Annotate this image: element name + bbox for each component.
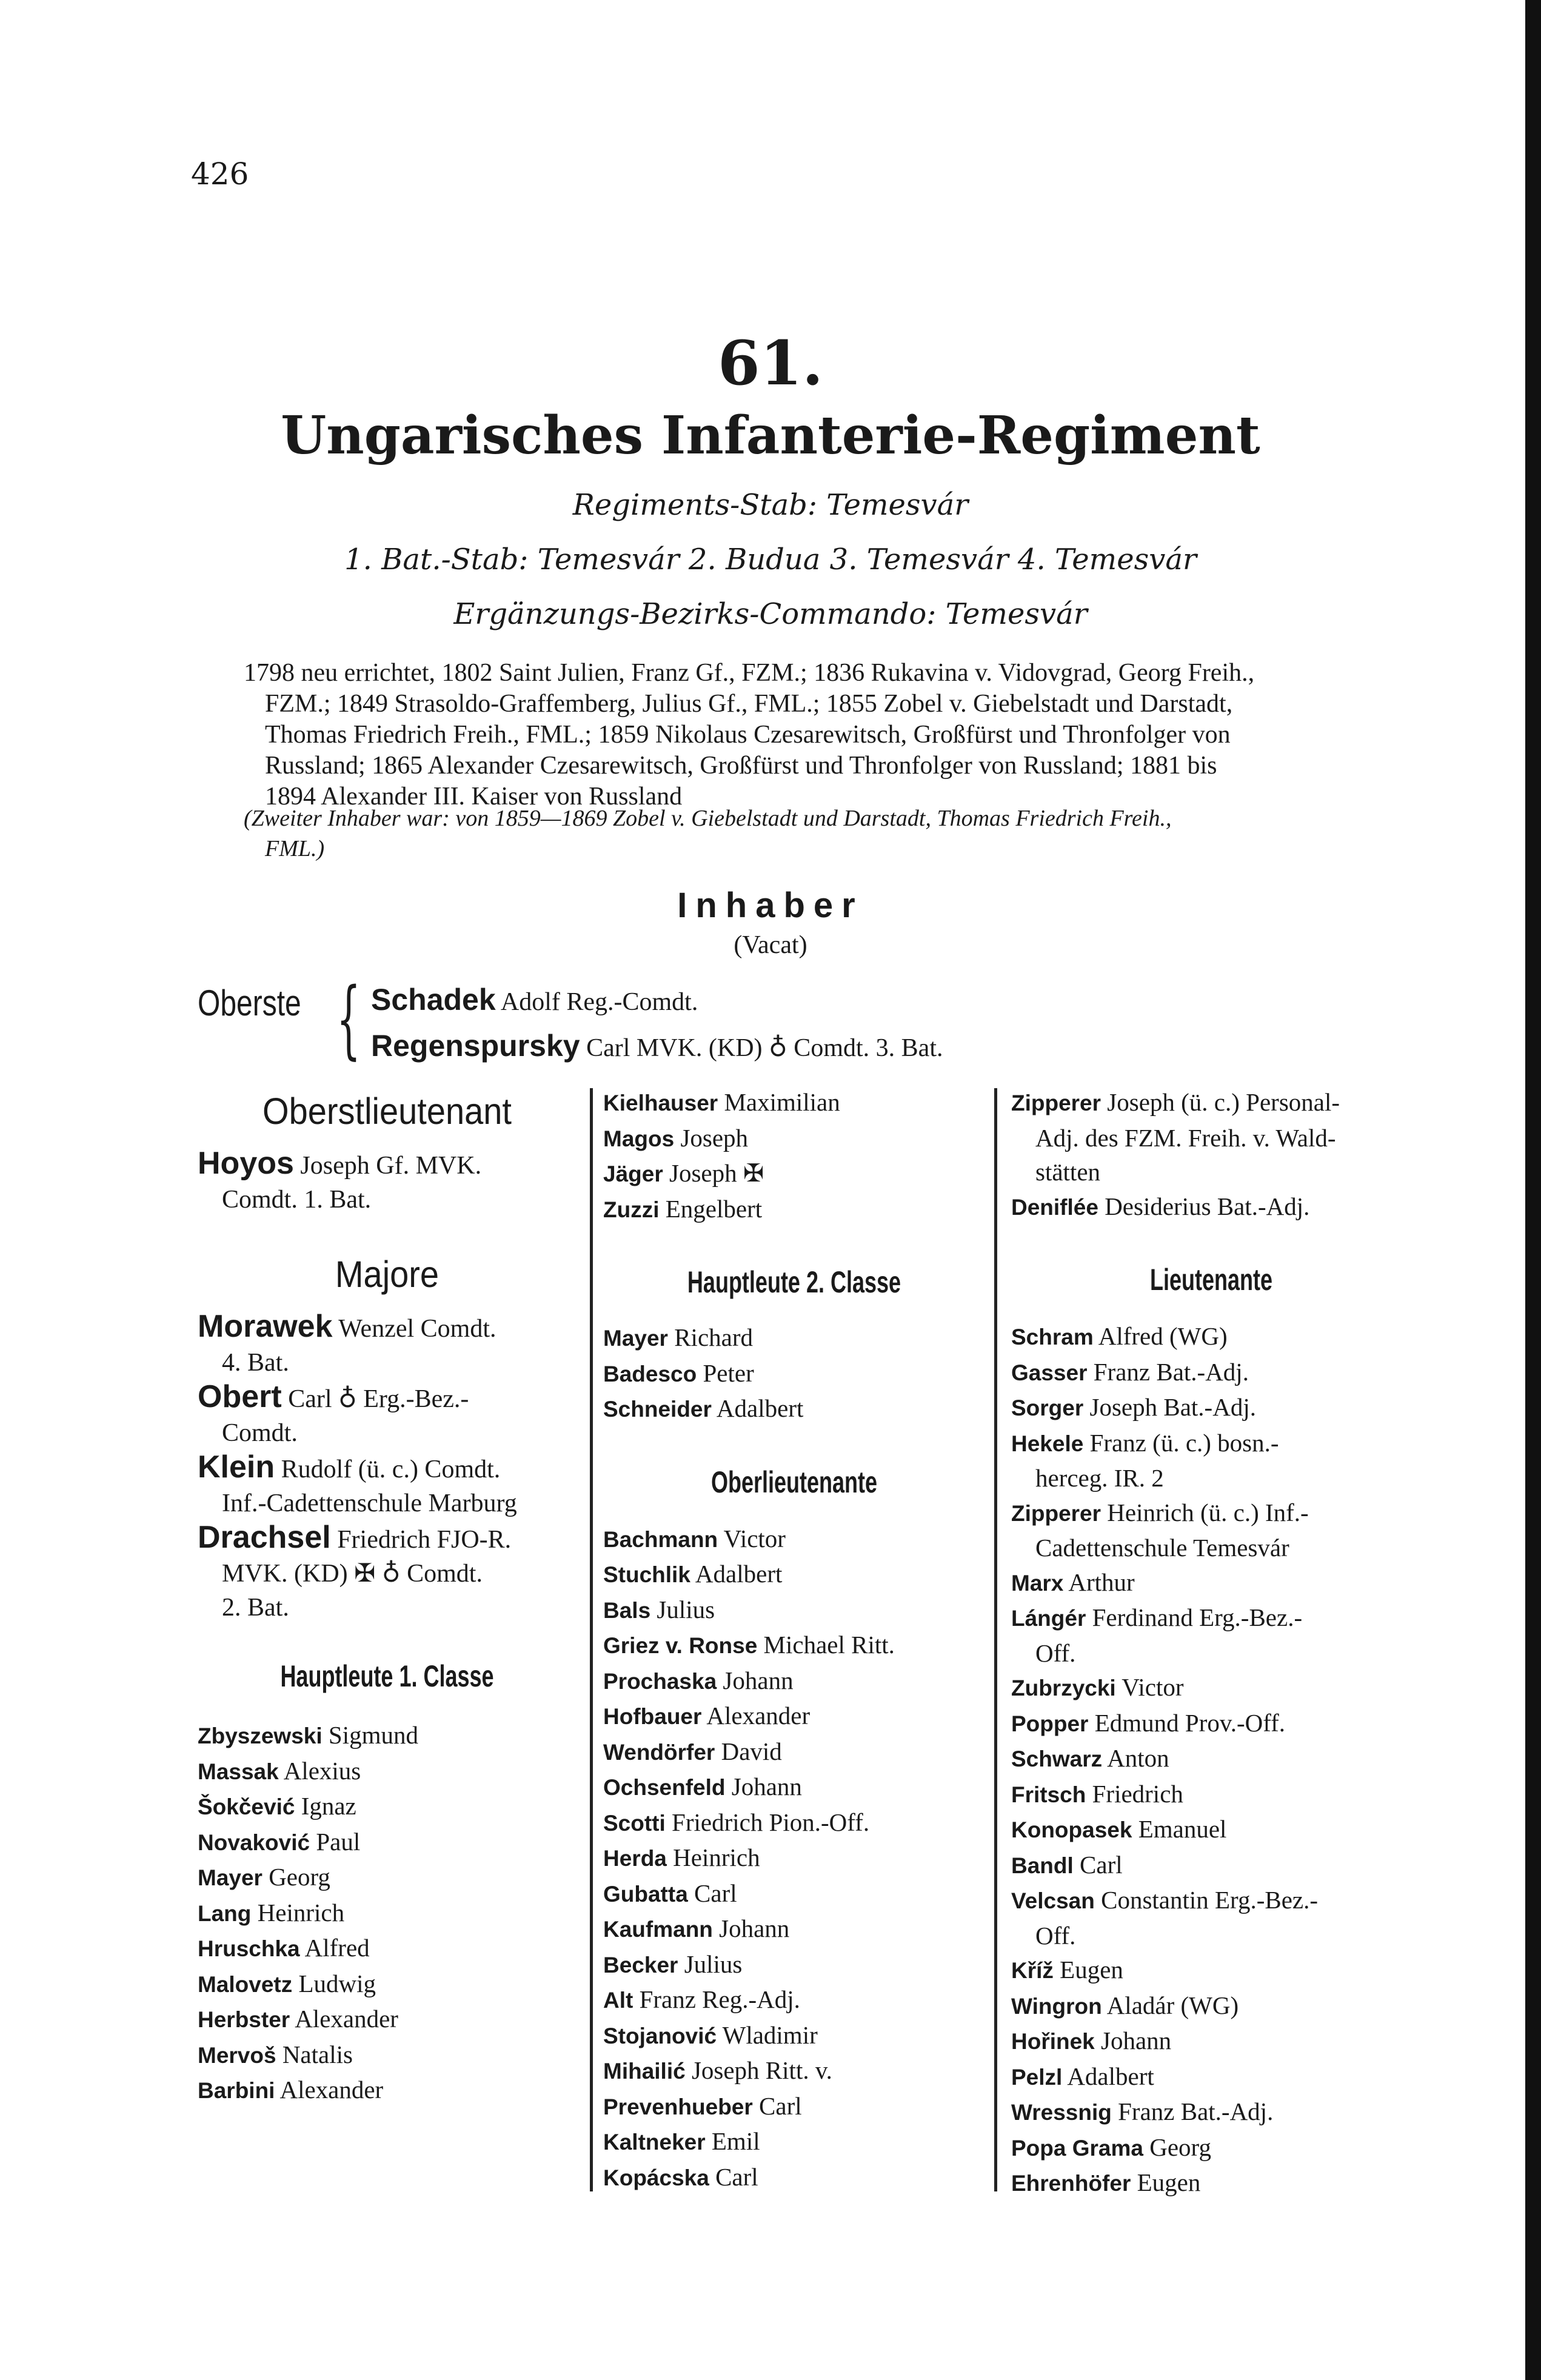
list-item: Gubatta Carl xyxy=(603,1879,737,1907)
list-item: Prevenhueber Carl xyxy=(603,2091,802,2120)
list-item: Hekele Franz (ü. c.) bosn.- herceg. IR. 2 xyxy=(1011,1428,1279,1492)
list-item: Alt Franz Reg.-Adj. xyxy=(603,1985,800,2013)
list-item: Šokčević Ignaz xyxy=(198,1792,356,1820)
list-item: Stojanović Wladimir xyxy=(603,2021,818,2049)
majore-heading: Majore xyxy=(335,1252,440,1295)
page-number: 426 xyxy=(191,156,249,192)
column-divider xyxy=(994,1088,997,2191)
list-item: Lang Heinrich xyxy=(198,1898,345,1927)
list-item: Massak Alexius xyxy=(198,1756,361,1785)
history-line: Thomas Friedrich Freih., FML.; 1859 Nikolaus Czesarewitsch, Großfürst und Thronfolger von xyxy=(265,721,1231,749)
list-item: Magos Joseph xyxy=(603,1123,749,1152)
note-line: (Zweiter Inhaber war: von 1859—1869 Zobel v. Giebelstadt und Darstadt, Thomas Friedrich Freih., xyxy=(244,806,1172,831)
list-item: Bachmann Victor xyxy=(603,1524,786,1553)
second-owner-note xyxy=(244,803,1444,864)
column-3 xyxy=(1011,1085,1411,2201)
note-line: FML.) xyxy=(265,836,325,861)
officer-surname: Hoyos xyxy=(198,1146,294,1181)
list-item: Becker Julius xyxy=(603,1950,743,1978)
list-item: Ochsenfeld Johann xyxy=(603,1773,802,1800)
bataillons-stab: 1. Bat.-Stab: Temesvár 2. Budua 3. Temesvár 4. Temesvár xyxy=(344,543,1197,577)
officer-details: Carl ♁ Erg.-Bez.- xyxy=(288,1385,469,1413)
history-line: 1798 neu errichtet, 1802 Saint Julien, Franz Gf., FZM.; 1836 Rukavina v. Vidovgrad, Georg Freih., xyxy=(244,659,1255,687)
regiment-history xyxy=(244,658,1444,812)
list-item: Bals Julius xyxy=(603,1595,715,1623)
list-item: Deniflée Desiderius Bat.-Adj. xyxy=(1011,1192,1310,1220)
inhaber-heading: Inhaber xyxy=(677,886,864,925)
list-item: Hofbauer Alexander xyxy=(603,1702,811,1730)
list-item: Wingron Aladár (WG) xyxy=(1011,1991,1239,2019)
officer-details-cont: 2. Bat. xyxy=(222,1594,289,1622)
oberlieutenante-list xyxy=(603,1522,985,2196)
list-item: Jäger Joseph ✠ xyxy=(603,1159,764,1187)
ergaenzungs-commando: Ergänzungs-Bezirks-Commando: Temesvár xyxy=(453,597,1088,631)
list-item: Lángér Ferdinand Erg.-Bez.- Off. xyxy=(1011,1603,1303,1667)
list-item: Schwarz Anton xyxy=(1011,1744,1169,1772)
officer-entry xyxy=(198,1309,577,1380)
regiment-title: Ungarisches Infanterie-Regiment xyxy=(281,405,1260,466)
list-item: Herbster Alexander xyxy=(198,2005,398,2033)
list-item: Kopácska Carl xyxy=(603,2162,758,2191)
list-item: Fritsch Friedrich xyxy=(1011,1779,1183,1808)
list-item: Bandl Carl xyxy=(1011,1850,1123,1879)
lieutenante-list xyxy=(1011,1319,1411,2201)
list-item: Kaufmann Johann xyxy=(603,1914,790,1942)
list-item: Kříž Eugen xyxy=(1011,1956,1123,1984)
column-2-top-list xyxy=(603,1085,985,1227)
list-item: Mayer Georg xyxy=(198,1863,330,1891)
list-item: Griez v. Ronse Michael Ritt. xyxy=(603,1631,895,1659)
officer-details: Friedrich FJO-R. xyxy=(337,1526,512,1554)
list-item: Herda Heinrich xyxy=(603,1843,760,1871)
officer-details-cont: Inf.-Cadettenschule Marburg xyxy=(222,1489,517,1517)
list-item: Kielhauser Maximilian xyxy=(603,1088,840,1116)
officer-surname: Morawek xyxy=(198,1309,333,1344)
oberst-entry xyxy=(371,982,698,1017)
hauptleute1-list xyxy=(198,1718,577,2108)
list-item: Zuzzi Engelbert xyxy=(603,1194,763,1223)
list-item: Marx Arthur xyxy=(1011,1568,1135,1596)
list-item: Prochaska Johann xyxy=(603,1666,794,1694)
list-item: Schram Alfred (WG) xyxy=(1011,1322,1228,1350)
column-2 xyxy=(603,1085,985,2195)
lieutenante-heading: Lieutenante xyxy=(1149,1263,1273,1297)
officer-entry xyxy=(198,1146,577,1217)
list-item: Mihailić Joseph Ritt. v. xyxy=(603,2056,832,2084)
history-line: FZM.; 1849 Strasoldo-Graffemberg, Julius Gf., FML.; 1855 Zobel v. Giebelstadt und Darstadt, xyxy=(265,690,1233,718)
history-line: 1894 Alexander III. Kaiser von Russland xyxy=(265,783,683,811)
officer-surname: Klein xyxy=(198,1449,275,1485)
officer-details: Joseph Gf. MVK. xyxy=(300,1152,482,1180)
oberstlieutenant-heading: Oberstlieutenant xyxy=(262,1089,512,1132)
list-item: Scotti Friedrich Pion.-Off. xyxy=(603,1808,870,1836)
list-item: Hořinek Johann xyxy=(1011,2027,1172,2054)
list-item: Wressnig Franz Bat.-Adj. xyxy=(1011,2098,1274,2125)
officer-details: Wenzel Comdt. xyxy=(338,1315,496,1343)
list-item: Wendörfer David xyxy=(603,1737,782,1765)
column-1 xyxy=(198,1085,577,2108)
list-item: Zipperer Joseph (ü. c.) Personal- Adj. des FZM. Freih. v. Wald- stätten xyxy=(1011,1088,1340,1186)
officer-details-cont: MVK. (KD) ✠ ♁ Comdt. xyxy=(222,1560,483,1588)
officer-details-cont: Comdt. 1. Bat. xyxy=(222,1186,372,1214)
oberst-entry xyxy=(371,1028,943,1063)
list-item: Schneider Adalbert xyxy=(603,1394,804,1422)
list-item: Ehrenhöfer Eugen xyxy=(1011,2168,1201,2196)
oberlieutenante-heading: Oberlieutenante xyxy=(710,1465,878,1499)
list-item: Konopasek Emanuel xyxy=(1011,1815,1227,1843)
column-divider xyxy=(590,1088,593,2191)
list-item: Sorger Joseph Bat.-Adj. xyxy=(1011,1393,1256,1421)
list-item: Hruschka Alfred xyxy=(198,1934,370,1962)
officer-surname: Regenspursky xyxy=(371,1029,580,1063)
list-item: Mervoš Natalis xyxy=(198,2040,353,2068)
list-item: Malovetz Ludwig xyxy=(198,1969,376,1997)
vacat-note: (Vacat) xyxy=(734,931,807,959)
list-item: Zbyszewski Sigmund xyxy=(198,1721,418,1749)
list-item: Gasser Franz Bat.-Adj. xyxy=(1011,1357,1249,1386)
officer-details: Rudolf (ü. c.) Comdt. xyxy=(281,1456,501,1483)
list-item: Pelzl Adalbert xyxy=(1011,2062,1154,2090)
officer-details: Adolf Reg.-Comdt. xyxy=(500,988,698,1016)
officer-details-cont: Comdt. xyxy=(222,1419,298,1447)
oberste-label: Oberste xyxy=(198,983,301,1023)
list-item: Mayer Richard xyxy=(603,1323,753,1351)
hauptleute1-heading: Hauptleute 1. Classe xyxy=(280,1659,494,1693)
list-item: Stuchlik Adalbert xyxy=(603,1560,783,1588)
list-item: Popa Grama Georg xyxy=(1011,2133,1211,2161)
officer-entry xyxy=(198,1450,577,1520)
brace-glyph: { xyxy=(336,970,361,1069)
officer-entry xyxy=(198,1380,577,1450)
officer-details-cont: 4. Bat. xyxy=(222,1349,289,1377)
hauptleute2-heading: Hauptleute 2. Classe xyxy=(687,1265,901,1299)
list-item: Velcsan Constantin Erg.-Bez.- Off. xyxy=(1011,1886,1319,1950)
list-item: Popper Edmund Prov.-Off. xyxy=(1011,1708,1286,1737)
list-item: Zubrzycki Victor xyxy=(1011,1673,1184,1701)
officer-details: Carl MVK. (KD) ♁ Comdt. 3. Bat. xyxy=(586,1034,943,1062)
list-item: Barbini Alexander xyxy=(198,2076,384,2104)
regiment-number: 61. xyxy=(718,327,823,399)
list-item: Novaković Paul xyxy=(198,1827,361,1856)
list-item: Badesco Peter xyxy=(603,1359,754,1387)
history-line: Russland; 1865 Alexander Czesarewitsch, Großfürst und Thronfolger von Russland; 1881 bis xyxy=(265,752,1217,780)
officer-surname: Obert xyxy=(198,1379,282,1414)
officer-surname: Schadek xyxy=(371,983,496,1017)
officer-entry xyxy=(198,1520,577,1625)
regiments-stab: Regiments-Stab: Temesvár xyxy=(572,488,969,522)
officer-surname: Drachsel xyxy=(198,1520,331,1555)
hauptleute2-list xyxy=(603,1320,985,1427)
list-item: Kaltneker Emil xyxy=(603,2127,760,2155)
list-item: Zipperer Heinrich (ü. c.) Inf.- Cadettenschule Temesvár xyxy=(1011,1498,1309,1562)
